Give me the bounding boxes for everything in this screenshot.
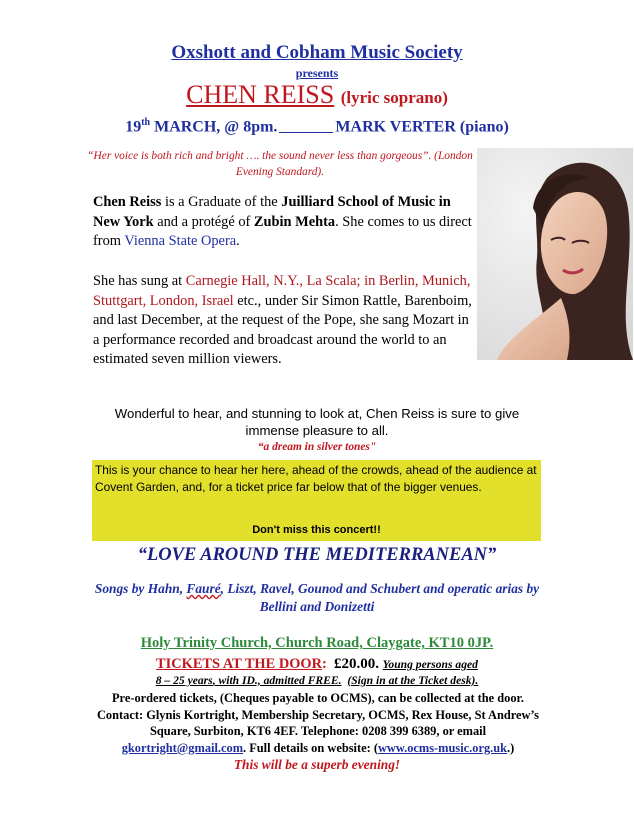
- praise-text: Wonderful to hear, and stunning to look at, Chen Reiss is sure to give immense pleasure to all.: [114, 406, 520, 438]
- venue-address: Holy Trinity Church, Church Road, Claygate, KT10 0JP.: [140, 635, 494, 651]
- concert-title: “LOVE AROUND THE MEDITERRANEAN”: [137, 545, 497, 565]
- callout-cta: Don't miss this concert!!: [252, 524, 381, 536]
- website-link[interactable]: www.ocms-music.org.uk: [377, 740, 508, 755]
- sign-in-note: (Sign in at the Ticket desk).: [347, 674, 479, 687]
- ticket-price: £20.00.: [334, 656, 379, 672]
- artist-role: (lyric soprano): [340, 88, 448, 107]
- closing-line: This will be a superb evening!: [233, 757, 401, 772]
- highlight-callout: [92, 460, 541, 541]
- bio-text: is a Graduate of the: [161, 194, 282, 210]
- tickets-line: [0, 656, 634, 673]
- artist-line: [0, 80, 634, 110]
- preorder-text: .): [507, 740, 515, 755]
- preorder-text: . Full details on website: (: [243, 740, 378, 755]
- composer-faure: Fauré: [186, 581, 221, 596]
- bio-text: She has sung at: [93, 273, 186, 289]
- preorder-info: [88, 690, 548, 756]
- age-range: 8 – 25 years: [155, 674, 213, 687]
- press-quote: “Her voice is both rich and bright …. the sound never less than gorgeous”. (London Evening Standard).: [87, 150, 473, 178]
- silver-quote: “a dream in silver tones": [257, 441, 377, 453]
- separator-line: [279, 132, 333, 133]
- venue-list: Carnegie Hall, N.Y., La Scala; in Berlin, Munich, Stuttgart, London, Israel: [93, 273, 471, 309]
- bio-paragraph-1: [93, 193, 473, 252]
- society-title: Oxshott and Cobham Music Society: [171, 42, 463, 63]
- bio-text: .: [236, 233, 240, 250]
- young-persons-detail: [0, 674, 634, 687]
- bio-text: . She comes to us direct from: [93, 213, 472, 250]
- school-name: Juilliard School of Music in New York: [93, 194, 451, 230]
- date-time: MARCH, @ 8pm.: [150, 118, 278, 136]
- opera-name: Vienna State Opera: [124, 233, 237, 250]
- bio-text: etc., under Sir Simon Rattle, Barenboim, and last December, at the request of the Pope, she sang Mozart in a performance recorded and broadcast around the world to an estimated seven million viewers.: [93, 292, 472, 368]
- date-line: [0, 117, 634, 136]
- bio-paragraph-2: [93, 272, 473, 370]
- portrait-illustration: [477, 148, 633, 360]
- date-suffix: th: [141, 117, 151, 128]
- tickets-colon: :: [322, 656, 327, 672]
- email-link[interactable]: gkortright@gmail.com: [121, 740, 244, 755]
- preorder-text: Pre-ordered tickets, (Cheques payable to OCMS), can be collected at the door. Contact: Glynis Kortright, Membership Secretary, OCMS, Rex House, St Andrew’s Square, Surbiton, KT6 4EF. Telephone: 0208 399 6389, or email: [96, 691, 539, 738]
- songs-text: Songs by Hahn,: [94, 581, 187, 596]
- artist-portrait: [477, 148, 633, 360]
- artist-name-bold: Chen Reiss: [93, 194, 162, 210]
- presents-label: presents: [295, 66, 339, 80]
- bio-text: and a protégé of: [153, 213, 254, 230]
- callout-text: This is your chance to hear her here, ahead of the crowds, ahead of the audience at Covent Garden, and, for a ticket price far below that of the bigger venues.: [95, 463, 537, 494]
- program-songs: [80, 580, 554, 616]
- artist-name: CHEN REISS: [186, 80, 335, 109]
- mentor-name: Zubin Mehta: [253, 213, 336, 230]
- accompanist: MARK VERTER (piano): [335, 118, 509, 136]
- young-persons-note: Young persons aged: [382, 658, 478, 671]
- tickets-label: TICKETS AT THE DOOR: [156, 656, 322, 672]
- free-admission: , with ID., admitted FREE.: [212, 674, 342, 687]
- date-day: 19: [125, 118, 142, 136]
- songs-text: , Liszt, Ravel, Gounod and Schubert and operatic arias by Bellini and Donizetti: [220, 581, 540, 614]
